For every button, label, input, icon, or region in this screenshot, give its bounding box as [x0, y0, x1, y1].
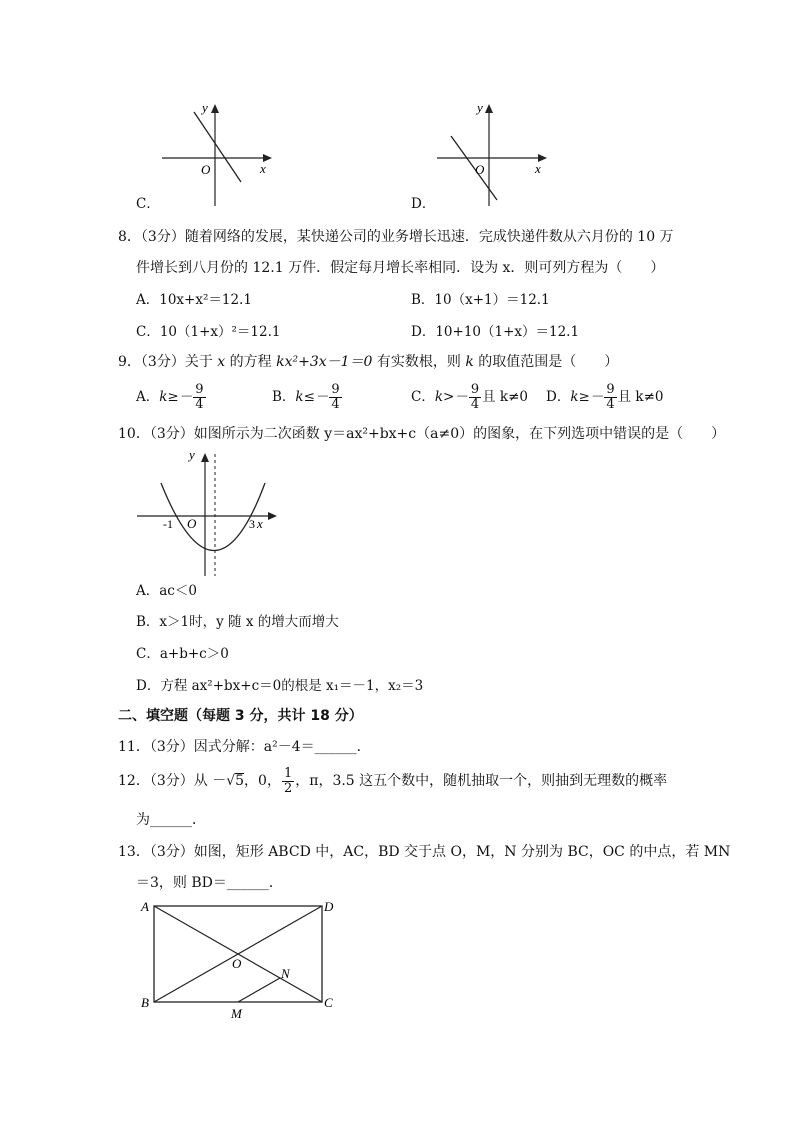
- q13-label-a: A: [141, 899, 149, 914]
- fraction-denominator: 4: [331, 397, 340, 412]
- q10-option-a: A．ac＜0: [136, 583, 197, 599]
- q13-answer-blank[interactable]: ______: [226, 875, 269, 891]
- q9-option-b: [272, 380, 343, 414]
- q13-line2-pre: ＝3，则 BD＝: [136, 875, 227, 891]
- q8-stem-line1: 随着网络的发展，某快递公司的业务增长迅速．完成快递件数从六月份的 10 万: [184, 229, 674, 245]
- q9-option-b-relation: k≤－: [295, 389, 329, 405]
- q13-rectangle-figure: [138, 896, 348, 1026]
- fraction-denominator: 4: [606, 397, 615, 412]
- q9-option-a: [136, 380, 207, 414]
- question-13: [118, 842, 730, 862]
- q13-stem-line1: 如图，矩形 ABCD 中，AC，BD 交于点 O，M，N 分别为 BC，OC 的中点，若 MN: [193, 844, 731, 860]
- fraction-numerator: 9: [470, 382, 480, 397]
- q12-answer-blank[interactable]: ______: [150, 812, 192, 828]
- sqrt-icon: √: [226, 773, 236, 789]
- q8-option-d: D．10+10（1+x）＝12.1: [411, 324, 580, 340]
- q9-stem-k: k: [465, 354, 474, 370]
- fraction-numerator: 9: [606, 382, 615, 397]
- q9-option-c-tail: 且 k≠0: [482, 389, 528, 405]
- q8-option-b: B．10（x+1）＝12.1: [411, 292, 550, 308]
- q8-number: 8．: [118, 229, 141, 245]
- graph-c-x-label: x: [260, 161, 266, 176]
- q9-option-d-label: D．: [546, 389, 571, 405]
- graph-d-x-label: x: [535, 161, 541, 176]
- q10-graph-origin-label: O: [187, 516, 197, 531]
- q10-parabola-graph: [135, 448, 285, 578]
- q9-option-b-label: B．: [272, 389, 296, 405]
- q11-stem: 因式分解：a²－4＝: [193, 739, 315, 755]
- q13-end: ．: [268, 875, 283, 891]
- q8-score: （3分）: [140, 229, 185, 245]
- q8-option-c: C．10（1+x）²＝12.1: [136, 324, 281, 340]
- q11-number: 11．: [118, 739, 150, 755]
- graph-c-y-label: y: [202, 100, 208, 115]
- q10-option-b: B．x＞1时，y 随 x 的增大而增大: [136, 614, 339, 630]
- q9-option-d-tail: 且 k≠0: [617, 389, 664, 405]
- q12-line2: [136, 810, 206, 830]
- q10-stem: 如图所示为二次函数 y＝ax²+bx+c（a≠0）的图象，在下列选项中错误的是（ ）: [193, 426, 726, 442]
- q9-option-d-fraction: [604, 383, 616, 412]
- q9-option-a-label: A．: [136, 389, 160, 405]
- fraction-numerator: 9: [331, 382, 340, 397]
- q9-option-d-relation: k≥－: [570, 389, 604, 405]
- graph-c: [150, 96, 280, 211]
- q12-half-fraction: [282, 767, 294, 796]
- fraction-denominator: 4: [195, 397, 204, 412]
- q12-sqrt5-value: 5: [235, 773, 245, 789]
- q9-option-c: [411, 380, 528, 414]
- q9-stem-post: 有实数根，则: [376, 354, 461, 370]
- fraction-denominator: 4: [470, 397, 480, 412]
- q11-score: （3分）: [149, 739, 194, 755]
- q12-score: （3分）: [149, 773, 194, 789]
- q10-option-d: D．方程 ax²+bx+c＝0的根是 x₁＝－1，x₂＝3: [136, 678, 424, 694]
- q9-number: 9．: [118, 354, 141, 370]
- q10-number: 10．: [118, 426, 150, 442]
- graph-d-origin-label: O: [475, 162, 485, 177]
- q12-pre: 从 －: [193, 773, 227, 789]
- section-2-heading: 二、填空题（每题 3 分，共计 18 分）: [118, 708, 363, 724]
- graph-c-origin-label: O: [201, 162, 211, 177]
- q8-stem-line2: 件增长到八月份的 12.1 万件．假定每月增长率相同．设为 x．则可列方程为（ ）: [136, 260, 665, 276]
- question-11: [118, 737, 371, 757]
- q9-stem-pre: 关于: [184, 354, 213, 370]
- q13-score: （3分）: [149, 844, 194, 860]
- q9-option-a-fraction: [193, 383, 205, 412]
- fraction-denominator: 2: [283, 780, 293, 796]
- fraction-numerator: 9: [195, 382, 204, 397]
- q13-number: 13．: [118, 844, 150, 860]
- q9-stem-equation: kx²+3x－1＝0: [276, 354, 373, 370]
- question-12: [118, 764, 667, 798]
- question-10: [118, 424, 725, 444]
- q12-number: 12．: [118, 773, 150, 789]
- q11-answer-blank[interactable]: ______: [314, 739, 357, 755]
- q10-score: （3分）: [149, 426, 194, 442]
- question-9: [118, 352, 618, 372]
- q11-end: ．: [356, 739, 371, 755]
- q13-label-o: O: [232, 956, 242, 971]
- q9-stem-mid: 的方程: [229, 354, 272, 370]
- q10-option-c: C．a+b+c＞0: [136, 646, 229, 662]
- graph-d-y-label: y: [477, 100, 483, 115]
- q9-option-c-label: C．: [411, 389, 435, 405]
- q9-option-d: [546, 380, 663, 414]
- q9-option-b-fraction: [329, 383, 341, 412]
- q13-label-c: C: [324, 995, 333, 1010]
- question-8: [118, 227, 674, 247]
- q10-graph-y-label: y: [189, 447, 195, 462]
- graph-d: [425, 96, 555, 211]
- q9-option-c-fraction: [469, 383, 481, 412]
- q13-label-b: B: [141, 995, 149, 1010]
- q10-graph-3-label: 3: [249, 517, 255, 531]
- fraction-numerator: 1: [283, 765, 293, 781]
- q13-line2: [136, 873, 283, 893]
- q10-graph-x-label: x: [257, 516, 263, 531]
- q9-score: （3分）: [140, 354, 185, 370]
- graph-c-option-label: C．: [136, 196, 160, 212]
- q9-stem-x: x: [217, 354, 226, 370]
- q8-option-a: A．10x+x²＝12.1: [136, 292, 252, 308]
- q12-sqrt5: [226, 764, 244, 798]
- q13-label-d: D: [324, 899, 334, 914]
- q10-graph-minus1-label: -1: [163, 517, 173, 531]
- q12-line2-pre: 为: [136, 812, 150, 828]
- q13-label-m: M: [231, 1006, 242, 1021]
- q9-stem-end: 的取值范围是（ ）: [478, 354, 619, 370]
- q12-post: ，π，3.5 这五个数中，随机抽取一个，则抽到无理数的概率: [295, 773, 668, 789]
- q9-option-a-relation: k≥－: [159, 389, 193, 405]
- q13-label-n: N: [281, 966, 290, 981]
- q12-mid: ，0，: [244, 773, 281, 789]
- q9-option-c-relation: k>－: [434, 389, 468, 405]
- q12-end: ．: [192, 812, 206, 828]
- graph-d-option-label: D．: [411, 196, 436, 212]
